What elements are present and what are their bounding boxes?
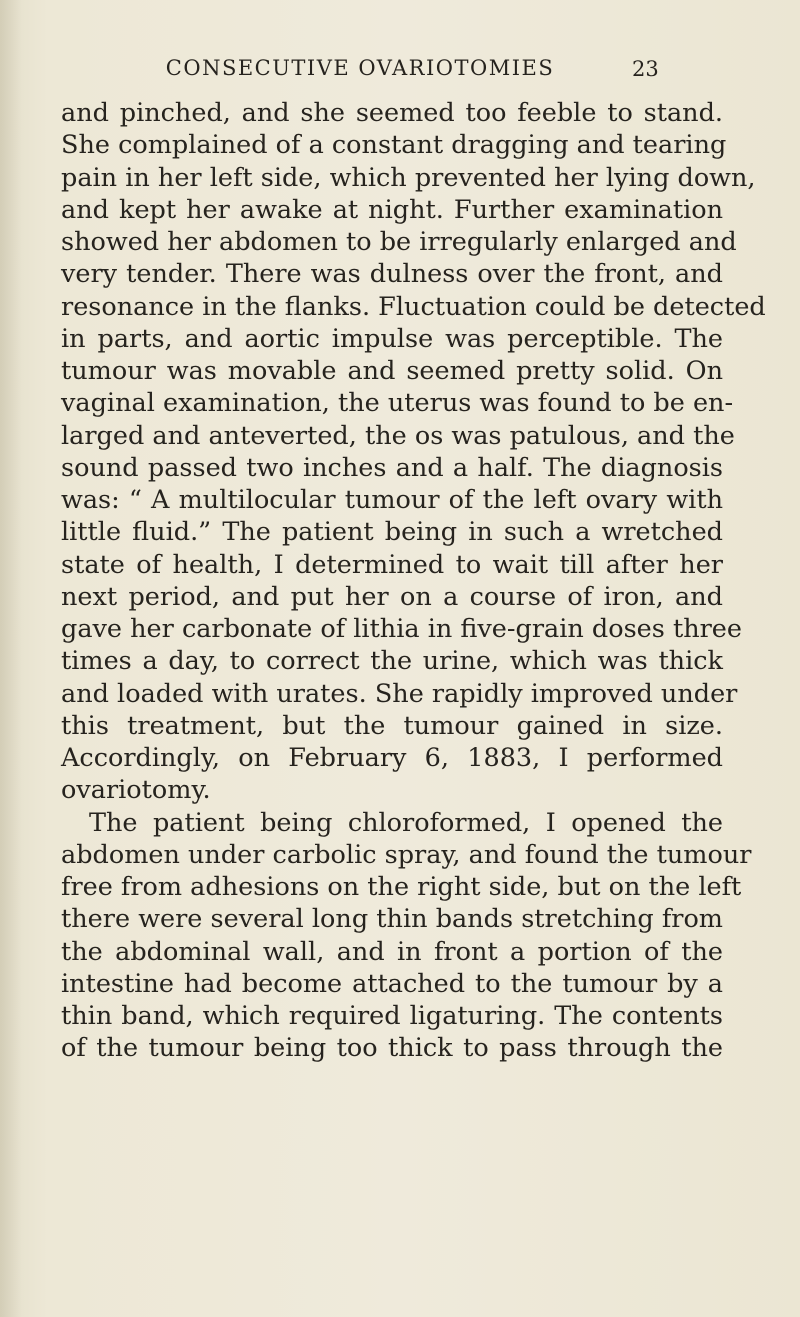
text-line: showed her abdomen to be irregularly enlarged and: [61, 227, 737, 257]
text-line: larged and anteverted, the os was patulous, and the: [61, 420, 735, 451]
text-line: vaginal examination, the uterus was found to be en-: [61, 388, 734, 419]
text-line: abdomen under carbolic spray, and found the tumour: [61, 839, 752, 870]
text-line: gave her carbonate of lithia in five-grain doses three: [61, 614, 742, 644]
text-line: and pinched, and she seemed too feeble to stand.: [61, 98, 723, 128]
text-line: there were several long thin bands stretching from: [61, 904, 723, 935]
text-line: She complained of a constant dragging and tearing: [61, 130, 727, 161]
text-line: resonance in the flanks. Fluctuation could be detected: [61, 291, 766, 322]
paragraph-end-line: ovariotomy.: [61, 775, 211, 806]
text-line: next period, and put her on a course of iron, and: [61, 581, 723, 612]
body-text: [61, 97, 766, 1065]
text-line: state of health, I determined to wait till after her: [61, 549, 723, 580]
text-line: in parts, and aortic impulse was perceptible. The: [61, 323, 723, 354]
text-line: was: “ A multilocular tumour of the left ovary with: [61, 485, 723, 515]
text-line: thin band, which required ligaturing. The contents: [61, 1001, 723, 1031]
text-line: and kept her awake at night. Further examination: [61, 194, 723, 225]
text-line: and loaded with urates. She rapidly improved under: [61, 678, 738, 709]
text-line: sound passed two inches and a half. The diagnosis: [61, 452, 723, 483]
text-line: tumour was movable and seemed pretty solid. On: [61, 356, 723, 386]
text-line: free from adhesions on the right side, but on the left: [61, 872, 742, 902]
text-line: little fluid.” The patient being in such a wretched: [61, 517, 723, 548]
text-line: very tender. There was dulness over the front, and: [61, 259, 723, 290]
text-line: this treatment, but the tumour gained in size.: [61, 710, 723, 741]
page-number: 23: [632, 57, 659, 81]
text-line: intestine had become attached to the tumour by a: [61, 968, 723, 999]
page-gutter-shadow: [0, 0, 22, 1317]
text-line: Accordingly, on February 6, 1883, I performed: [61, 743, 723, 773]
running-title: CONSECUTIVE OVARIOTOMIES: [165, 56, 555, 80]
text-line: of the tumour being too thick to pass through the: [61, 1033, 723, 1064]
text-line: times a day, to correct the urine, which was thick: [61, 646, 723, 677]
text-line: pain in her left side, which prevented her lying down,: [61, 162, 756, 193]
paragraph-start-line: The patient being chloroformed, I opened the: [89, 807, 723, 838]
text-line: the abdominal wall, and in front a portion of the: [61, 936, 723, 967]
